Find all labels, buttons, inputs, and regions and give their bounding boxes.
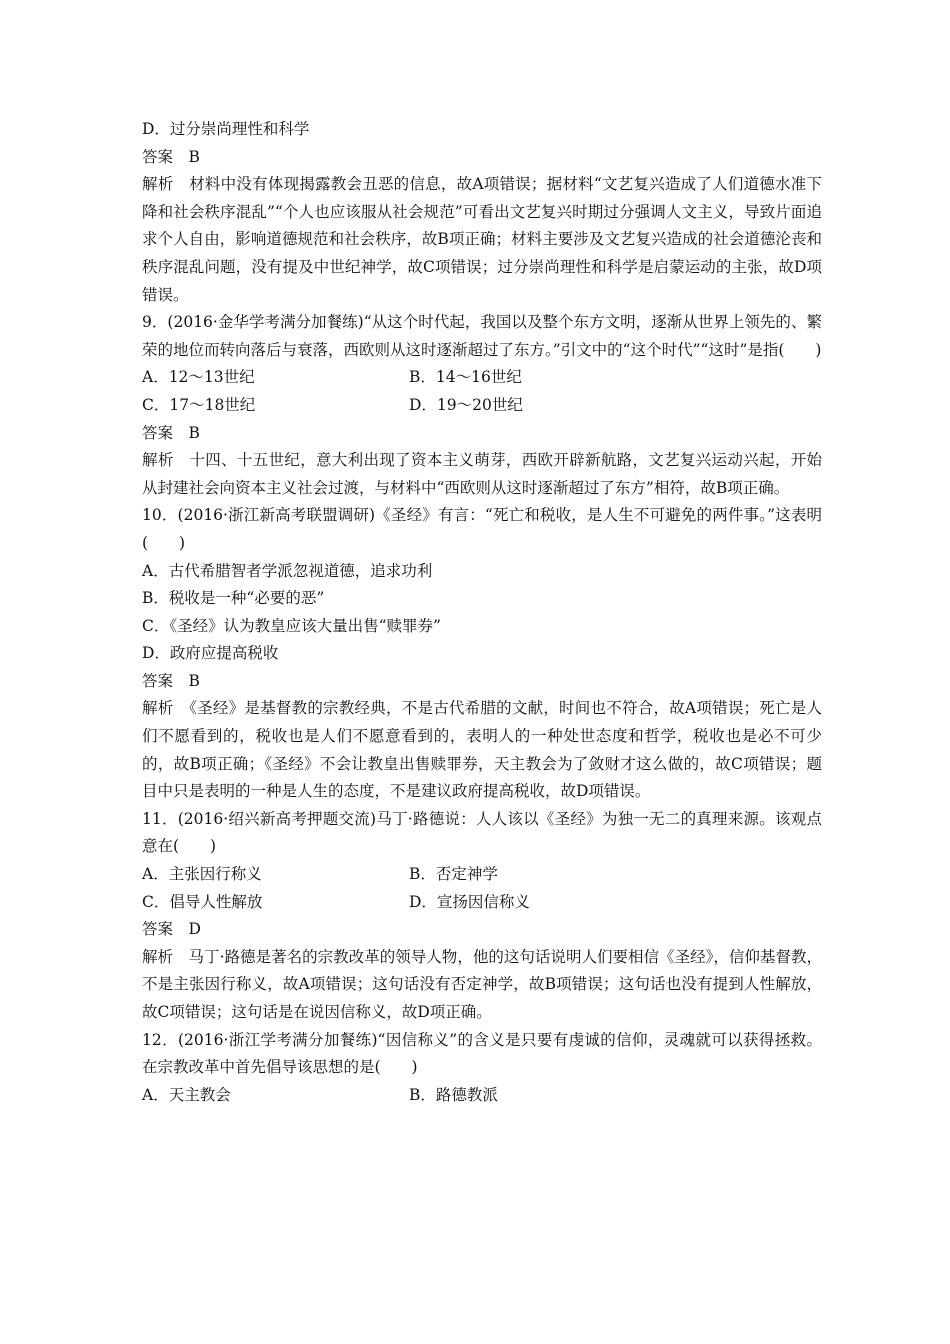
q9-options-row-1 xyxy=(142,364,822,392)
question-12: 12．(2016·浙江学考满分加餐练)“因信称义”的含义是只要有虔诚的信仰，灵魂就可以获得拯救。在宗教改革中首先倡导该思想的是( ) xyxy=(142,1030,822,1077)
option-b: B．税收是一种“必要的恶” xyxy=(142,589,325,608)
option-right: D．宣扬因信称义 xyxy=(409,892,530,911)
q11-options-row-1 xyxy=(142,861,822,889)
q9-options-row-2 xyxy=(142,392,822,420)
option-d: D．政府应提高税收 xyxy=(142,644,279,663)
option-a: A．古代希腊智者学派忽视道德，追求功利 xyxy=(142,561,433,580)
q11-options-row-2 xyxy=(142,889,822,917)
answer: 答案 B xyxy=(142,671,200,690)
analysis: 解析 《圣经》是基督教的宗教经典，不是古代希腊的文献，时间也不符合，故A项错误；死亡是人们不愿看到的，税收也是人们不愿意看到的，表明人的一种处世态度和哲学，税收也是必不可少的，故B项正确；《圣经》不会让教皇出售赎罪券，天主教会为了敛财才这么做的，故C项错误；题目中只是表明的一种是人生的态度，不是建议政府提高税收，故D项错误。 xyxy=(142,699,822,801)
option-d: D．过分崇尚理性和科学 xyxy=(142,120,310,138)
document-page xyxy=(142,116,822,1109)
analysis: 解析 马丁·路德是著名的宗教改革的领导人物，他的这句话说明人们要相信《圣经》，信仰基督教，不是主张因行称义，故A项错误；这句话没有否定神学，故B项错误；这句话也没有提到人性解放，故C项错误；这句话是在说因信称义，故D项正确。 xyxy=(142,947,822,1021)
option-left: A．天主教会 xyxy=(142,1085,231,1104)
option-left: C．17～18世纪 xyxy=(142,395,256,414)
answer: 答案 B xyxy=(142,423,200,442)
q12-options-row-1 xyxy=(142,1082,822,1110)
option-c: C．《圣经》认为教皇应该大量出售“赎罪券” xyxy=(142,616,441,635)
answer: 答案 D xyxy=(142,920,201,939)
option-right: D．19～20世纪 xyxy=(409,395,523,414)
analysis: 解析 十四、十五世纪，意大利出现了资本主义萌芽，西欧开辟新航路，文艺复兴运动兴起，开始从封建社会向资本主义社会过渡，与材料中“西欧则从这时逐渐超过了东方”相符，故B项正确。 xyxy=(142,451,822,497)
question-10: 10．(2016·浙江新高考联盟调研)《圣经》有言：“死亡和税收，是人生不可避免的两件事。”这表明( ) xyxy=(142,506,822,552)
option-right: B．路德教派 xyxy=(409,1085,498,1104)
answer: 答案 B xyxy=(142,147,200,166)
option-left: A．主张因行称义 xyxy=(142,865,262,884)
analysis: 解析 材料中没有体现揭露教会丑恶的信息，故A项错误；据材料“文艺复兴造成了人们道德水准下降和社会秩序混乱”“个人也应该服从社会规范”可看出文艺复兴时期过分强调人文主义，导致片面追求个人自由，影响道德规范和社会秩序，故B项正确；材料主要涉及文艺复兴造成的社会道德沦丧和秩序混乱问题，没有提及中世纪神学，故C项错误；过分崇尚理性和科学是启蒙运动的主张，故D项错误。 xyxy=(142,175,822,304)
question-11: 11．(2016·绍兴新高考押题交流)马丁·路德说：人人该以《圣经》为独一无二的真理来源。该观点意在( ) xyxy=(142,809,822,856)
option-right: B．否定神学 xyxy=(409,865,498,884)
option-left: A．12～13世纪 xyxy=(142,368,255,387)
question-9: 9．(2016·金华学考满分加餐练)“从这个时代起，我国以及整个东方文明，逐渐从世界上领先的、繁荣的地位而转向落后与衰落，西欧则从这时逐渐超过了东方。”引文中的“这个时代”“这时”是指( ) xyxy=(142,313,822,359)
option-right: B．14～16世纪 xyxy=(409,368,522,387)
option-left: C．倡导人性解放 xyxy=(142,892,263,911)
